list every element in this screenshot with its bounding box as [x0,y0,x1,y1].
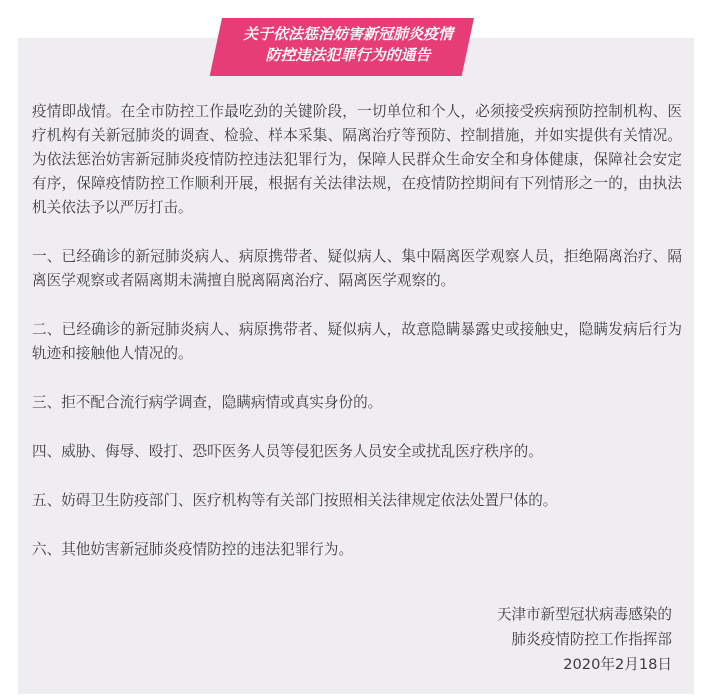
item-paragraph-2: 二、已经确诊的新冠肺炎病人、病原携带者、疑似病人，故意隐瞒暴露史或接触史，隐瞒发病后行为轨迹和接触他人情况的。 [32,321,682,362]
item-paragraph-6: 六、其他妨害新冠肺炎疫情防控的违法犯罪行为。 [32,541,354,558]
notice-body [32,100,682,587]
signature-org-line-2: 肺炎疫情防控工作指挥部 [511,631,672,648]
item-paragraph-5: 五、妨碍卫生防疫部门、医疗机构等有关部门按照相关法律规定依法处置尸体的。 [32,492,558,509]
intro-paragraph: 疫情即战情。在全市防控工作最吃劲的关键阶段，一切单位和个人，必须接受疾病预防控制机构、医疗机构有关新冠肺炎的调查、检验、样本采集、隔离治疗等预防、控制措施，并如实提供有关情况。为依法惩治妨害新冠肺炎疫情防控违法犯罪行为，保障人民群众生命安全和身体健康，保障社会安定有序，保障疫情防控工作顺利开展，根据有关法律法规，在疫情防控期间有下列情形之一的，由执法机关依法予以严厉打击。 [32,103,682,216]
title-line-1: 关于依法惩治妨害新冠肺炎疫情 [242,25,453,43]
title-banner-text [222,24,474,66]
signature-block [497,602,672,677]
item-paragraph-4: 四、威胁、侮辱、殴打、恐吓医务人员等侵犯医务人员安全或扰乱医疗秩序的。 [32,443,543,460]
title-line-2: 防控违法犯罪行为的通告 [265,46,431,64]
signature-date: 2020年2月18日 [563,656,672,673]
signature-org-line-1: 天津市新型冠状病毒感染的 [496,606,672,623]
item-paragraph-1: 一、已经确诊的新冠肺炎病人、病原携带者、疑似病人、集中隔离医学观察人员，拒绝隔离治疗、隔离医学观察或者隔离期未满擅自脱离隔离治疗、隔离医学观察的。 [32,248,682,289]
item-paragraph-3: 三、拒不配合流行病学调查，隐瞒病情或真实身份的。 [32,394,383,411]
